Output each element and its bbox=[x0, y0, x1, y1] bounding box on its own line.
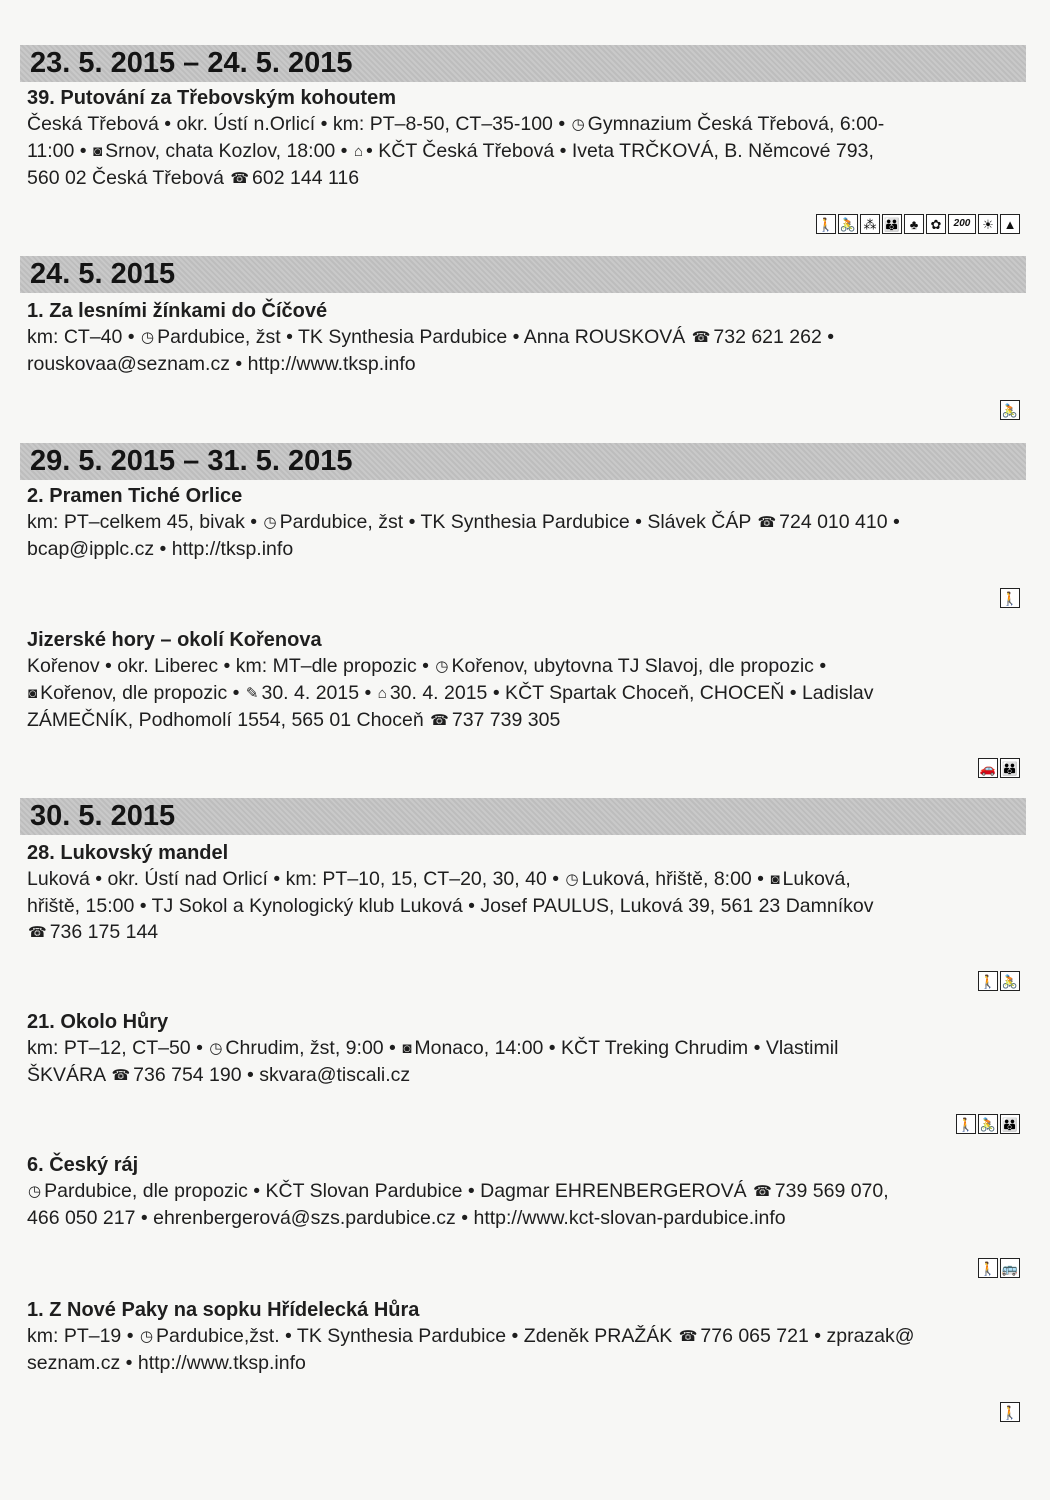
clock-icon: ◷ bbox=[209, 1040, 223, 1057]
family-icon: 👪 bbox=[1000, 1114, 1020, 1134]
event-title: 21. Okolo Hůry bbox=[27, 1011, 169, 1033]
activity-icons bbox=[956, 1114, 1020, 1134]
date-header: 23. 5. 2015 – 24. 5. 2015 bbox=[20, 45, 1026, 82]
clock-icon: ◷ bbox=[28, 1183, 42, 1200]
200-badge-icon: 200 bbox=[948, 214, 976, 234]
event-entry bbox=[27, 483, 1027, 562]
walker-icon: 🚶 bbox=[1000, 1402, 1020, 1422]
bus-icon: 🚌 bbox=[1000, 1258, 1020, 1278]
event-title: 28. Lukovský mandel bbox=[27, 842, 229, 864]
finish-flag-icon: ◙ bbox=[28, 685, 38, 702]
event-details: Česká Třebová • okr. Ústí n.Orlicí • km: PT–8-50, CT–35-100 • ◷ Gymnazium Česká Třebová, 6:00- 11:00 • ◙ Srnov, chata Kozlov, 18:00 • ⌂ • KČT Česká Třebová • Iveta TRČKOVÁ, B. Němcové 793, 560 02 Česká Třebová ☎ 602 144 116 bbox=[27, 113, 885, 189]
walker-icon: 🚶 bbox=[978, 1258, 998, 1278]
phone-icon: ☎ bbox=[678, 1328, 698, 1345]
finish-flag-icon: ◙ bbox=[770, 871, 780, 888]
activity-icons bbox=[978, 758, 1020, 778]
tree-icon: ♣ bbox=[904, 214, 924, 234]
family-icon: 👪 bbox=[882, 214, 902, 234]
cyclist-icon: 🚴 bbox=[1000, 400, 1020, 420]
event-entry bbox=[27, 1297, 1027, 1376]
event-entry bbox=[27, 85, 1027, 192]
event-details: Luková • okr. Ústí nad Orlicí • km: PT–10, 15, CT–20, 30, 40 • ◷ Luková, hřiště, 8:00 • ◙ Luková, hřiště, 15:00 • TJ Sokol a Kynologický klub Luková • Josef PAULUS, Luková 39, 561 23 Damníkov ☎ 736 175 144 bbox=[27, 868, 874, 943]
event-title: Jizerské hory – okolí Kořenova bbox=[27, 629, 322, 651]
phone-icon: ☎ bbox=[430, 712, 449, 729]
pen-icon: ✎ bbox=[245, 685, 259, 702]
event-title: 39. Putování za Třebovským kohoutem bbox=[27, 87, 396, 109]
family-icon: 👪 bbox=[1000, 758, 1020, 778]
cyclist-icon: 🚴 bbox=[978, 1114, 998, 1134]
date-header: 24. 5. 2015 bbox=[20, 256, 1026, 293]
tent-icon: ▲ bbox=[1000, 214, 1020, 234]
date-header: 29. 5. 2015 – 31. 5. 2015 bbox=[20, 443, 1026, 480]
car-icon: 🚗 bbox=[978, 758, 998, 778]
flower-icon: ✿ bbox=[926, 214, 946, 234]
clock-icon: ◷ bbox=[571, 116, 585, 133]
walker-icon: 🚶 bbox=[956, 1114, 976, 1134]
event-entry bbox=[27, 840, 1027, 946]
sun-icon: ☀ bbox=[978, 214, 998, 234]
phone-icon: ☎ bbox=[691, 329, 711, 346]
group-icon: ⁂ bbox=[860, 214, 880, 234]
event-details: km: CT–40 • ◷ Pardubice, žst • TK Synthesia Pardubice • Anna ROUSKOVÁ ☎ 732 621 262 • rouskovaa@seznam.cz • http://www.tksp.info bbox=[27, 326, 835, 375]
event-title: 1. Z Nové Paky na sopku Hřídelecká Hůra bbox=[27, 1299, 420, 1321]
event-entry bbox=[27, 1152, 1027, 1231]
date-header: 30. 5. 2015 bbox=[20, 798, 1026, 835]
event-details: km: PT–celkem 45, bivak • ◷ Pardubice, žst • TK Synthesia Pardubice • Slávek ČÁP ☎ 724 010 410 • bcap@ipplc.cz • http://tksp.info bbox=[27, 511, 900, 560]
event-entry bbox=[27, 1009, 1027, 1089]
clock-icon: ◷ bbox=[263, 514, 277, 531]
activity-icons bbox=[1000, 588, 1020, 608]
event-details: ◷ Pardubice, dle propozic • KČT Slovan Pardubice • Dagmar EHRENBERGEROVÁ ☎ 739 569 070, 466 050 217 • ehrenbergerová@szs.pardubice.cz • http://www.kct-slovan-pardubice.info bbox=[27, 1180, 889, 1229]
walker-icon: 🚶 bbox=[816, 214, 836, 234]
cyclist-icon: 🚴 bbox=[838, 214, 858, 234]
event-title: 2. Pramen Tiché Orlice bbox=[27, 485, 243, 507]
clock-icon: ◷ bbox=[565, 871, 579, 888]
activity-icons bbox=[978, 1258, 1020, 1278]
activity-icons bbox=[1000, 1402, 1020, 1422]
house-icon: ⌂ bbox=[353, 143, 363, 160]
clock-icon: ◷ bbox=[435, 658, 449, 675]
event-details: km: PT–12, CT–50 • ◷ Chrudim, žst, 9:00 • ◙ Monaco, 14:00 • KČT Treking Chrudim • Vlastimil ŠKVÁRA ☎ 736 754 190 • skvara@tiscali.cz bbox=[27, 1037, 839, 1086]
walker-icon: 🚶 bbox=[978, 971, 998, 991]
activity-icons bbox=[1000, 400, 1020, 420]
house-icon: ⌂ bbox=[377, 685, 387, 702]
phone-icon: ☎ bbox=[753, 1183, 772, 1200]
phone-icon: ☎ bbox=[28, 924, 47, 941]
event-entry bbox=[27, 627, 1027, 734]
activity-icons bbox=[978, 971, 1020, 991]
phone-icon: ☎ bbox=[111, 1067, 131, 1084]
event-title: 6. Český ráj bbox=[27, 1154, 139, 1176]
clock-icon: ◷ bbox=[139, 1328, 154, 1345]
event-entry bbox=[27, 298, 1027, 377]
walker-icon: 🚶 bbox=[1000, 588, 1020, 608]
activity-icons bbox=[816, 214, 1020, 234]
phone-icon: ☎ bbox=[757, 514, 777, 531]
event-title: 1. Za lesními žínkami do Číčové bbox=[27, 300, 328, 322]
phone-icon: ☎ bbox=[230, 170, 250, 187]
finish-flag-icon: ◙ bbox=[93, 143, 103, 160]
event-details: km: PT–19 • ◷ Pardubice,žst. • TK Synthesia Pardubice • Zdeněk PRAŽÁK ☎ 776 065 721 • zprazak@ seznam.cz • http://www.tksp.info bbox=[27, 1325, 915, 1374]
cyclist-icon: 🚴 bbox=[1000, 971, 1020, 991]
clock-icon: ◷ bbox=[141, 329, 155, 346]
event-details: Kořenov • okr. Liberec • km: MT–dle propozic • ◷ Kořenov, ubytovna TJ Slavoj, dle propozic • ◙ Kořenov, dle propozic • ✎ 30. 4. 2015 • ⌂ 30. 4. 2015 • KČT Spartak Choceň, CHOCEŇ • Ladislav ZÁMEČNÍK, Podhomolí 1554, 565 01 Choceň ☎ 737 739 305 bbox=[27, 655, 874, 731]
finish-flag-icon: ◙ bbox=[402, 1040, 412, 1057]
